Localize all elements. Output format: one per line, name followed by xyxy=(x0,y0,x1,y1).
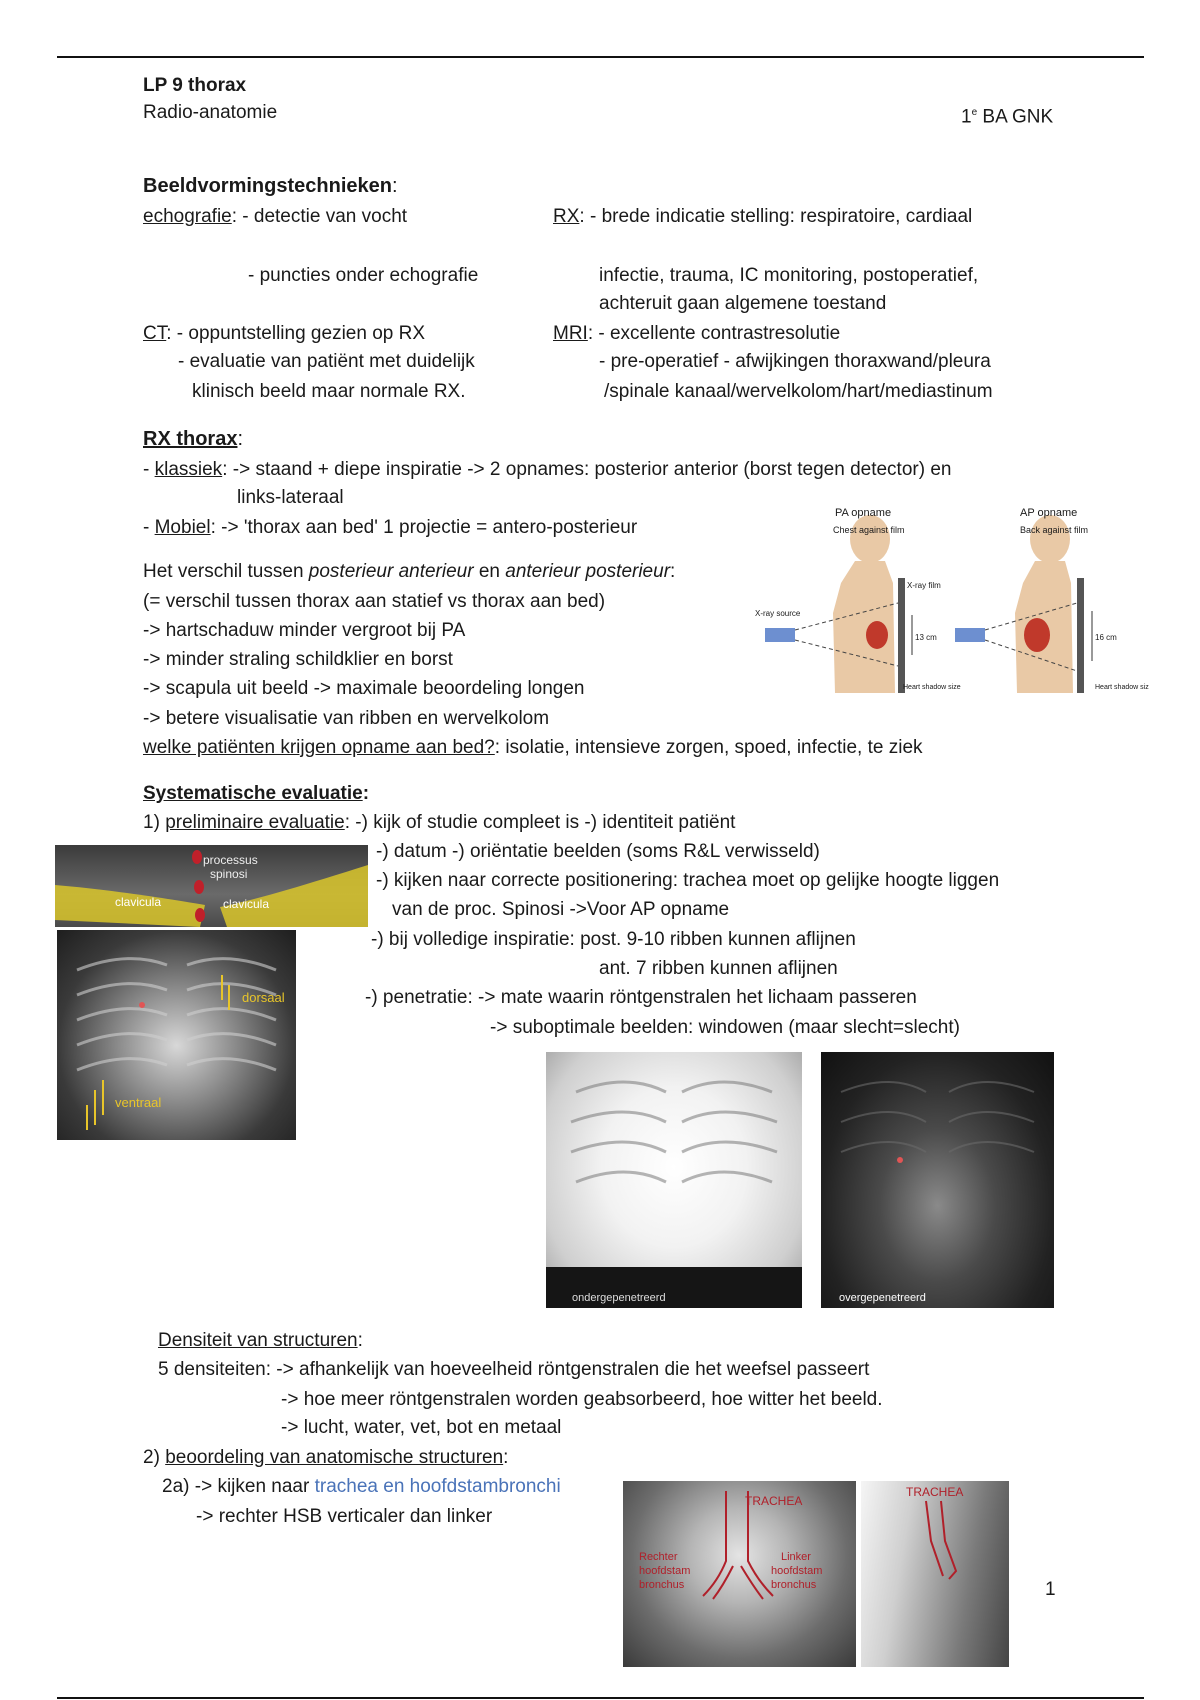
ct-line-1: CT: - oppuntstelling gezien op RX xyxy=(143,323,426,344)
ap-person-head xyxy=(1030,515,1070,563)
imaging-heading: Beeldvormingstechnieken: xyxy=(143,175,398,197)
spinosus-dot xyxy=(192,850,202,864)
page-number: 1 xyxy=(1045,1579,1056,1600)
pa-film xyxy=(898,578,905,693)
clavicula-left-label: clavicula xyxy=(115,895,162,909)
prelim-line-8: -> suboptimale beelden: windowen (maar slecht=slecht) xyxy=(490,1017,960,1038)
underpenetrated-overlay xyxy=(546,1052,802,1308)
difference-item: -> hartschaduw minder vergroot bij PA xyxy=(143,620,466,641)
spinosus-dot xyxy=(195,908,205,922)
pa-title: PA opname xyxy=(835,507,892,519)
difference-item: -> minder straling schildklier en borst xyxy=(143,649,453,670)
clavicula-right-label: clavicula xyxy=(223,897,270,911)
prelim-line-7: -) penetratie: -> mate waarin röntgenstralen het lichaam passeren xyxy=(365,987,917,1008)
ap-film xyxy=(1077,578,1084,693)
prelim-line-3: -) kijken naar correcte positionering: trachea moet op gelijke hoogte liggen xyxy=(376,870,1000,891)
prelim-line-5: -) bij volledige inspiratie: post. 9-10 ribben kunnen aflijnen xyxy=(371,929,856,950)
document-subtitle: Radio-anatomie xyxy=(143,102,278,123)
xray-film-label: X-ray film xyxy=(907,581,941,590)
clavicula-xray-image xyxy=(55,845,368,927)
density-heading: Densiteit van structuren: xyxy=(158,1330,363,1351)
prelim-line-4: van de proc. Spinosi ->Voor AP opname xyxy=(392,899,730,920)
ap-size-label: 16 cm xyxy=(1095,633,1117,642)
ct-line-2: - evaluatie van patiënt met duidelijk xyxy=(178,351,475,372)
rib-count-xray-image xyxy=(57,930,296,1140)
density-line-2: -> hoe meer röntgenstralen worden geabsorbeerd, hoe witter het beeld. xyxy=(281,1389,883,1410)
ap-title: AP opname xyxy=(1020,507,1078,519)
pa-heart-shadow-label: Heart shadow size xyxy=(903,684,961,691)
ct-line-3: klinisch beeld maar normale RX. xyxy=(192,381,466,402)
underpenetrated-xray-image xyxy=(546,1052,802,1308)
pa-ap-illustration xyxy=(755,503,1160,698)
ap-heart-shadow-label: Heart shadow siz xyxy=(1095,684,1149,691)
underpenetrated-label: ondergepenetreerd xyxy=(572,1292,666,1304)
pa-size-label: 13 cm xyxy=(915,633,937,642)
trachea-label: TRACHEA xyxy=(745,1494,803,1508)
density-line-1: 5 densiteiten: -> afhankelijk van hoeveelheid röntgenstralen die het weefsel passeert xyxy=(158,1359,870,1380)
left-bronchus-label-2: hoofdstam xyxy=(771,1565,823,1577)
rib-overlay xyxy=(57,930,296,1140)
pa-subtitle: Chest against film xyxy=(833,525,905,535)
spinosi-label: spinosi xyxy=(210,867,248,881)
difference-item: -> scapula uit beeld -> maximale beoordeling longen xyxy=(143,678,585,699)
overpenetrated-label: overgepenetreerd xyxy=(839,1292,926,1304)
overpenetrated-xray-image xyxy=(821,1052,1054,1308)
document-title: LP 9 thorax xyxy=(143,75,247,96)
spinosus-dot xyxy=(194,880,204,894)
klassiek-line-1: - klassiek: -> staand + diepe inspiratie -> 2 opnames: posterior anterior (borst tegen detector) en xyxy=(143,459,952,480)
hsb-line: -> rechter HSB verticaler dan linker xyxy=(196,1506,493,1527)
rx-line-1: RX: - brede indicatie stelling: respiratoire, cardiaal xyxy=(553,206,973,227)
mri-line-1: MRI: - excellente contrastresolutie xyxy=(553,323,841,344)
trachea-lateral-outline xyxy=(926,1501,956,1579)
pa-person-silhouette xyxy=(850,515,890,563)
density-line-3: -> lucht, water, vet, bot en metaal xyxy=(281,1417,562,1438)
right-bronchus-label-2: hoofdstam xyxy=(639,1565,691,1577)
anatomic-heading: 2) beoordeling van anatomische structuren: xyxy=(143,1447,509,1468)
left-bronchus-label-3: bronchus xyxy=(771,1579,817,1591)
systematic-heading: Systematische evaluatie: xyxy=(143,783,370,804)
right-bronchus-label-3: bronchus xyxy=(639,1579,685,1591)
bottom-rule xyxy=(57,1697,1144,1699)
left-bronchus-label-1: Linker xyxy=(781,1551,811,1563)
prelim-line-2: -) datum -) oriëntatie beelden (soms R&L verwisseld) xyxy=(376,841,820,862)
ap-subtitle: Back against film xyxy=(1020,525,1089,535)
ap-source xyxy=(955,628,985,642)
echo-line-1: echografie: - detectie van vocht xyxy=(143,206,408,227)
ap-heart xyxy=(1024,618,1050,652)
difference-item: -> betere visualisatie van ribben en wervelkolom xyxy=(143,708,550,729)
xray-source-label: X-ray source xyxy=(755,609,801,618)
top-rule xyxy=(57,56,1144,58)
lesion-dot xyxy=(897,1157,903,1163)
trachea-lateral-label: TRACHEA xyxy=(906,1485,964,1499)
right-bronchus-label-1: Rechter xyxy=(639,1551,678,1563)
trachea-lateral-overlay xyxy=(861,1481,1009,1667)
bed-question-line: welke patiënten krijgen opname aan bed?: isolatie, intensieve zorgen, spoed, infectie, te ziek xyxy=(143,737,923,758)
trachea-pa-xray-image xyxy=(623,1481,856,1667)
lesion-dot xyxy=(139,1002,145,1008)
trachea-lateral-xray-image xyxy=(861,1481,1009,1667)
difference-item: (= verschil tussen thorax aan statief vs thorax aan bed) xyxy=(143,591,606,612)
rx-line-3: achteruit gaan algemene toestand xyxy=(599,293,887,314)
prelim-line-6: ant. 7 ribben kunnen aflijnen xyxy=(599,958,838,979)
course-label: 1e BA GNK xyxy=(961,106,1054,128)
trachea-line: 2a) -> kijken naar trachea en hoofdstambronchi xyxy=(162,1476,561,1497)
pa-source xyxy=(765,628,795,642)
processus-label: processus xyxy=(203,853,258,867)
klassiek-line-2: links-lateraal xyxy=(237,487,344,508)
ventraal-label: ventraal xyxy=(115,1095,162,1110)
echo-line-2: - puncties onder echografie xyxy=(248,265,479,286)
pa-ap-diagram xyxy=(755,503,1160,698)
dorsaal-label: dorsaal xyxy=(242,990,285,1005)
rx-line-2: infectie, trauma, IC monitoring, postoperatief, xyxy=(599,265,979,286)
mri-line-3: /spinale kanaal/wervelkolom/hart/mediastinum xyxy=(604,381,993,402)
rx-thorax-heading: RX thorax: xyxy=(143,428,244,450)
prelim-line-1: 1) preliminaire evaluatie: -) kijk of studie compleet is -) identiteit patiënt xyxy=(143,812,736,833)
difference-line: Het verschil tussen posterieur anterieur en anterieur posterieur: xyxy=(143,561,676,582)
mri-line-2: - pre-operatief - afwijkingen thoraxwand/pleura xyxy=(599,351,991,372)
pa-heart xyxy=(866,621,888,649)
mobiel-line: - Mobiel: -> 'thorax aan bed' 1 projectie = antero-posterieur xyxy=(143,517,638,538)
overpenetrated-overlay xyxy=(821,1052,1054,1308)
